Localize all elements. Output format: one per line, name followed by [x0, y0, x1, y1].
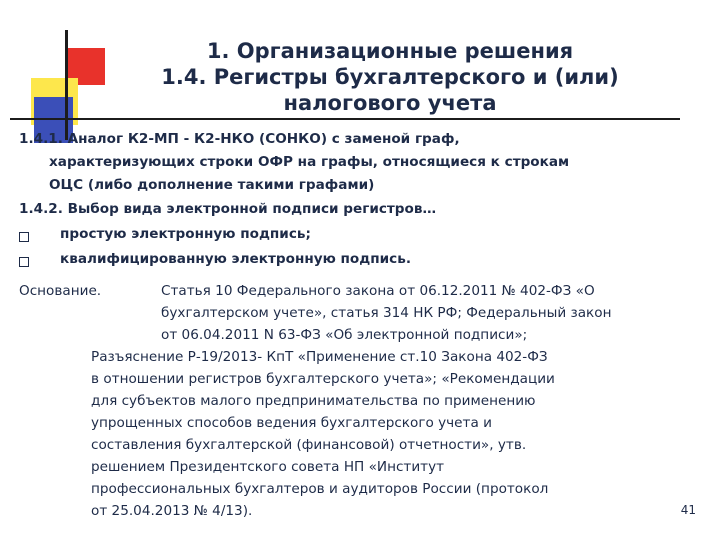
title-line-1: 1. Организационные решения — [206, 39, 574, 63]
item-1-4-1-line-1: 1.4.1. Аналог К2-МП - К2-НКО (СОНКО) с заменой граф, — [19, 131, 460, 147]
decor-vertical-line — [65, 30, 68, 140]
item-1-4-1-line-3: ОЦС (либо дополнение такими графами) — [49, 177, 375, 193]
basis-line: в отношении регистров бухгалтерского учета»; «Рекомендации — [91, 371, 555, 387]
item-1-4-2: 1.4.2. Выбор вида электронной подписи регистров… — [19, 201, 437, 217]
bullet-square-icon — [19, 257, 29, 267]
basis-line: упрощенных способов ведения бухгалтерского учета и — [91, 415, 492, 431]
basis-label: Основание. — [19, 283, 102, 299]
decor-horizontal-line — [10, 118, 680, 120]
basis-line: для субъектов малого предпринимательства по применению — [91, 393, 536, 409]
basis-line: бухгалтерском учете», статья 314 НК РФ; Федеральный закон — [161, 305, 612, 321]
basis-line: профессиональных бухгалтеров и аудиторов России (протокол — [91, 481, 549, 497]
basis-line: составления бухгалтерской (финансовой) отчетности», утв. — [91, 437, 527, 453]
title-line-2: 1.4. Регистры бухгалтерского и (или) — [161, 65, 619, 89]
title-line-3: налогового учета — [283, 91, 497, 115]
bullet-item-simple-signature: простую электронную подпись; — [60, 226, 311, 242]
basis-line: Статья 10 Федерального закона от 06.12.2011 № 402-ФЗ «О — [161, 283, 595, 299]
page-number: 41 — [680, 503, 696, 517]
basis-line: решением Президентского совета НП «Институт — [91, 459, 445, 475]
basis-line: от 25.04.2013 № 4/13). — [91, 503, 253, 519]
basis-line: Разъяснение Р-19/2013- КпТ «Применение ст.10 Закона 402-ФЗ — [91, 349, 548, 365]
bullet-item-qualified-signature: квалифицированную электронную подпись. — [60, 251, 411, 267]
item-1-4-1-line-2: характеризующих строки ОФР на графы, относящиеся к строкам — [49, 154, 570, 170]
basis-line: от 06.04.2011 N 63-ФЗ «Об электронной подписи»; — [161, 327, 528, 343]
slide-title — [110, 38, 670, 116]
bullet-square-icon — [19, 232, 29, 242]
